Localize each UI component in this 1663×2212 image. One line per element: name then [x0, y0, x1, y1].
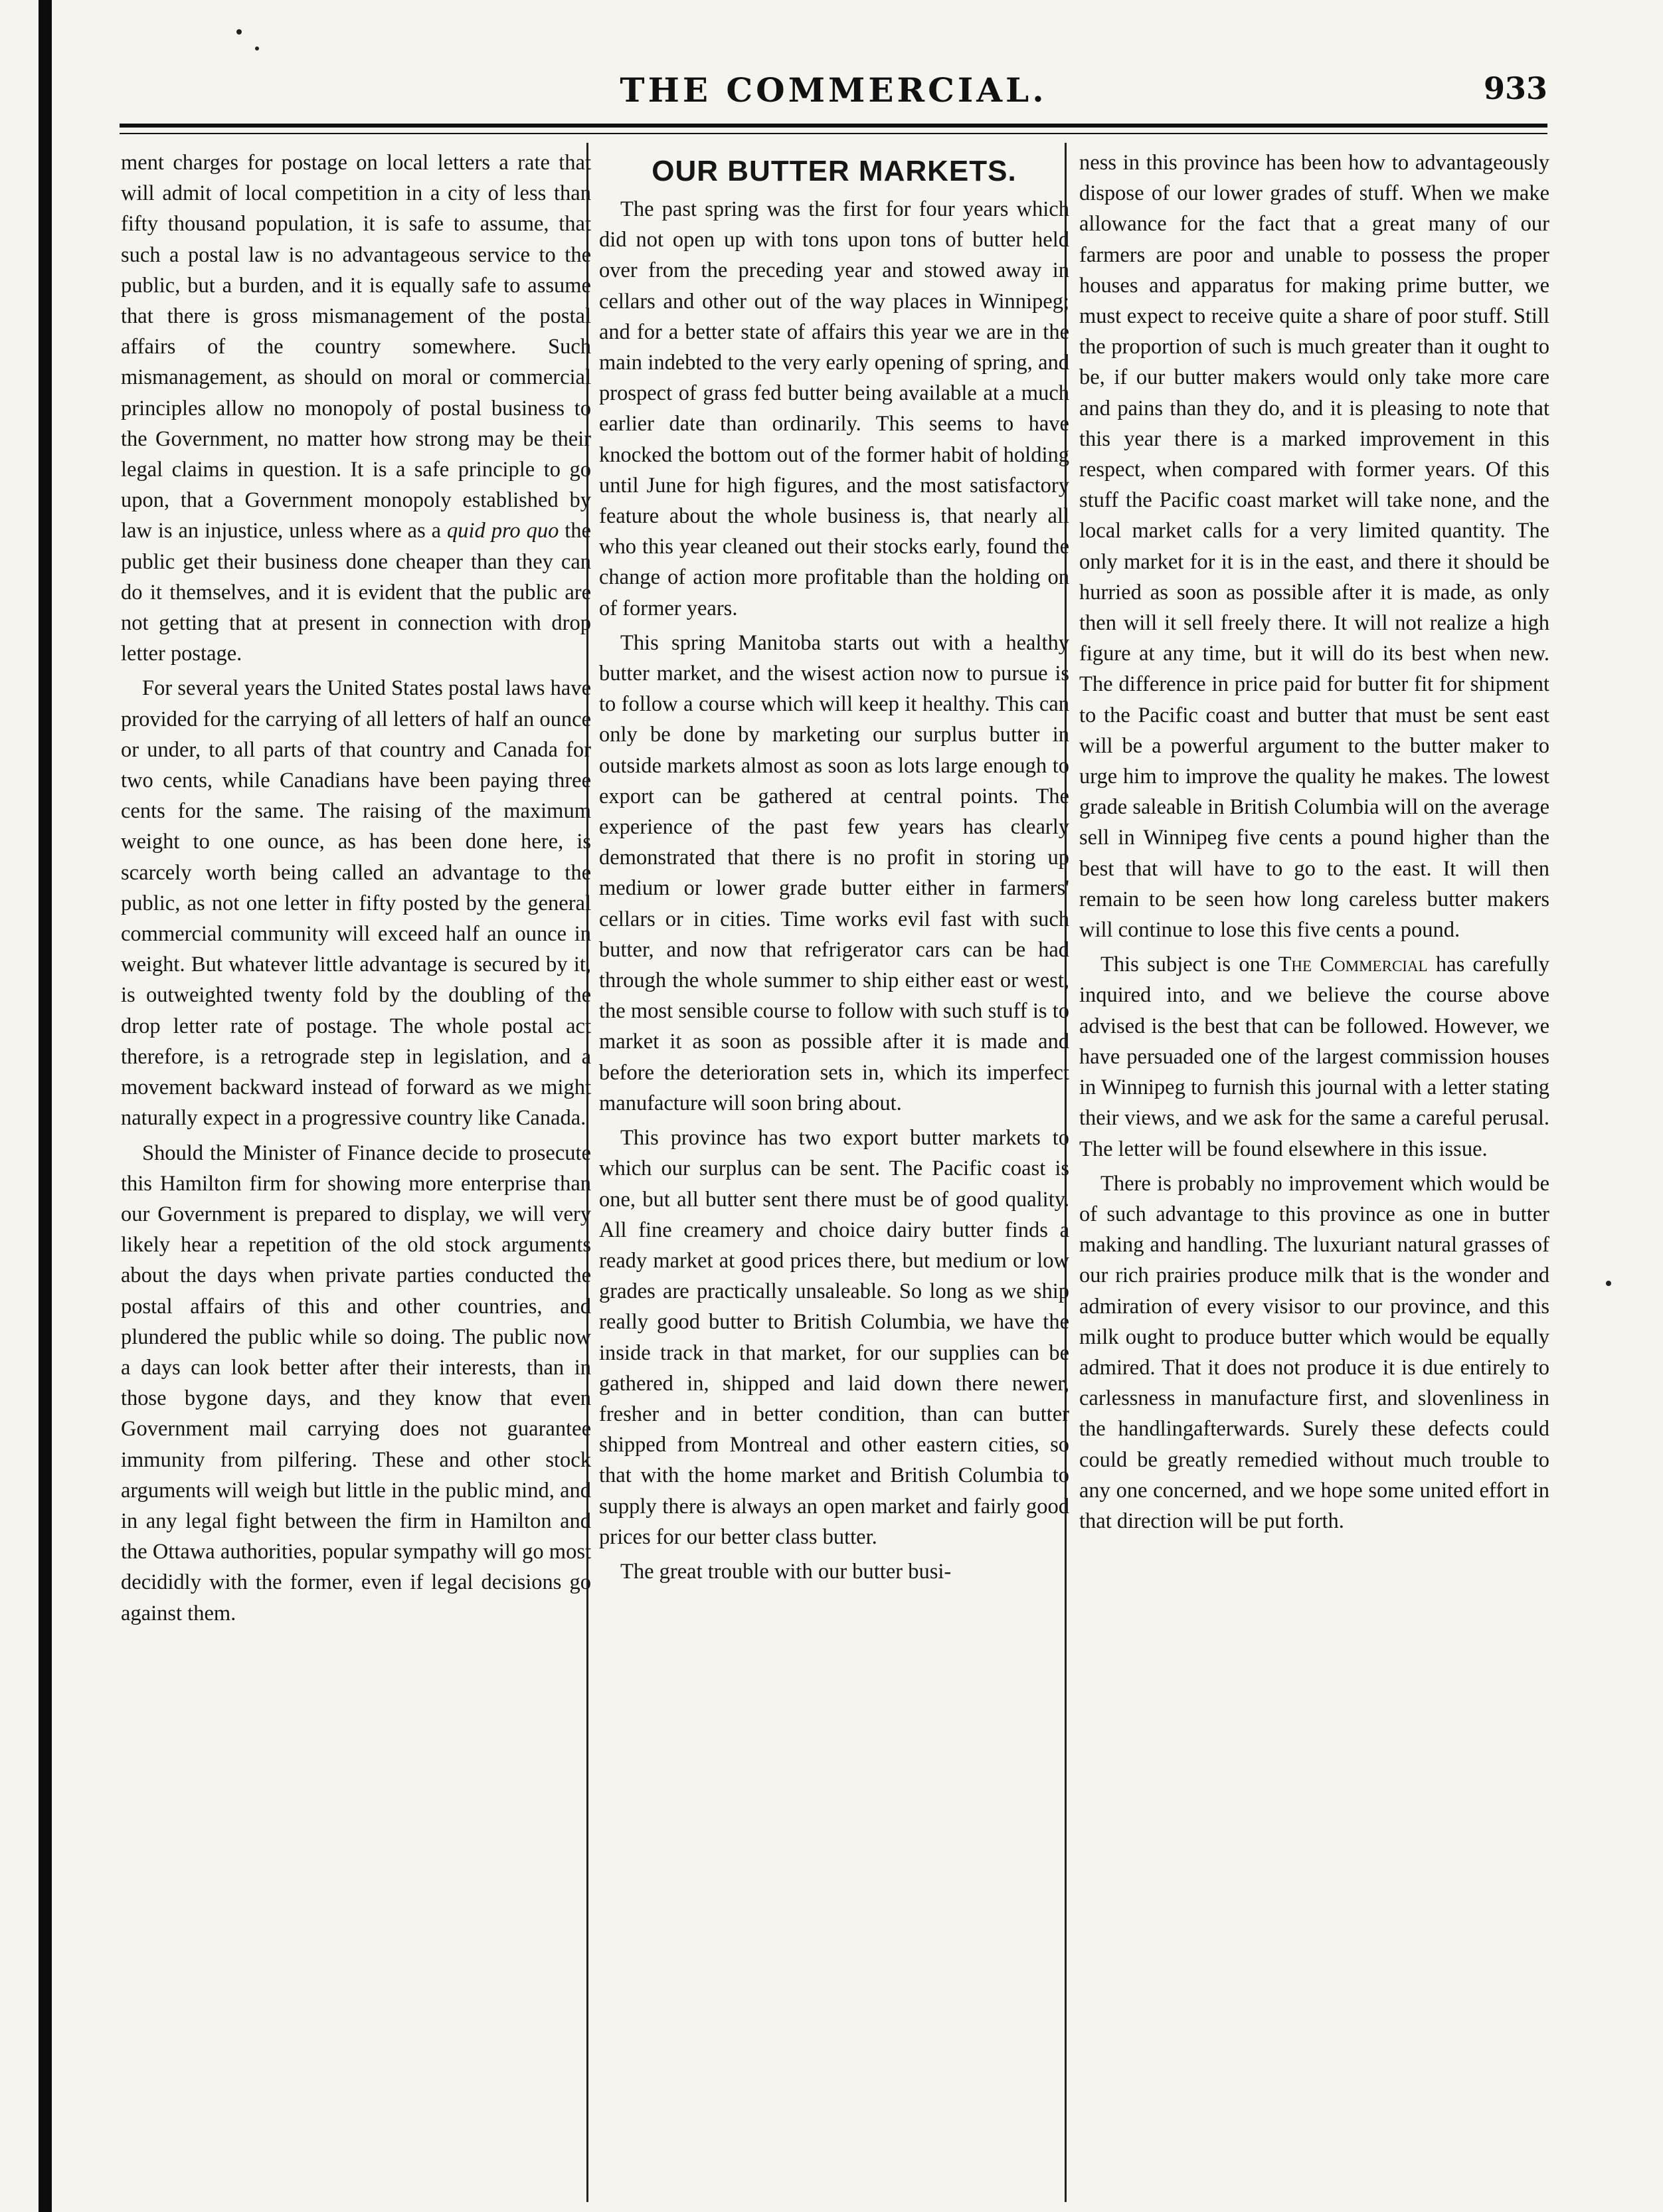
- paragraph-text: ment charges for postage on local letters a rate that will admit of local competition in a city of less than fifty thousand population, it is safe to assume, that such a postal law is no advantageous service to the public, but a burden, and it is equally safe to assume that there is gross mismanagement of the postal affairs of the country somewhere. Such mismanagement, as should on moral or commercial principles allow no monopoly of postal business to the Government, no matter how strong may be their legal claims in question. It is a safe principle to go upon, that a Government monopoly established by law is an injustice, unless where as a: [121, 151, 591, 543]
- scan-speck: [236, 29, 242, 35]
- page-binding-edge: [39, 0, 52, 2212]
- paragraph: For several years the United States postal laws have provided for the carrying of all letters of half an ounce or under, to all parts of that country and Canada for two cents, while Canadians have been paying three cents for the same. The raising of the maximum weight to one ounce, as has been done here, is scarcely worth being called an advantage to the public, as not one letter in fifty posted by the general commercial community will exceed half an ounce in weight. But whatever little advantage is secured by it, is outweighted twenty fold by the doubling of the drop letter rate of postage. The whole postal act therefore, is a retrograde step in legislation, and a movement backward instead of forward as we might naturally expect in a progressive country like Canada.: [121, 676, 591, 1131]
- paragraph-text: the public get their business done cheaper than they can do it themselves, and it is evident that the public are not getting that at present in connection with drop letter postage.: [121, 519, 591, 666]
- paragraph: [121, 147, 591, 669]
- paragraph: There is probably no improvement which would be of such advantage to this province as one in butter making and handling. The luxuriant natural grasses of our rich prairies produce milk that is the wonder and admiration of every visisor to our province, and this milk ought to produce butter which would be equally admired. That it does not produce it is due entirely to carlessness in manufacture first, and slovenliness in the handlingafterwards. Surely these defects could could be greatly remedied without much trouble to any one concerned, and we hope some united effort in that direction will be put forth.: [1079, 1171, 1549, 1533]
- masthead-title: THE COMMERCIAL.: [620, 70, 1047, 110]
- latin-phrase: quid pro quo: [447, 519, 559, 543]
- paragraph-text: This subject is one: [1100, 953, 1278, 977]
- page-header: [120, 58, 1547, 118]
- article-title: OUR BUTTER MARKETS.: [652, 155, 1017, 187]
- paragraph: This province has two export butter markets to which our surplus can be sent. The Pacific coast is one, but all butter sent there must be of good quality. All fine creamery and choice dairy butter finds a ready market at good prices there, but medium or low grades are practically unsaleable. So long as we ship really good butter to British Columbia, we have the inside track in that market, for our supplies can be gathered in, shipped and laid down there newer, fresher and in better condition, than can butter shipped from Montreal and other eastern cities, so that with the home market and British Columbia to supply there is always an open market and fairly good prices for our better class butter.: [599, 1126, 1069, 1549]
- page-number: 933: [1483, 70, 1547, 106]
- column-right: [1079, 147, 1549, 2180]
- scan-speck: [255, 46, 259, 50]
- paragraph: Should the Minister of Finance decide to prosecute this Hamilton firm for showing more enterprise than our Government is prepared to display, we will very likely hear a repetition of the old stock arguments about the days when private parties conducted the postal affairs of this and other countries, and plundered the public while so doing. The public now a days can look better after their interests, than in those bygone days, and they know that even Government mail carrying does not guarantee immunity from pilfering. These and other stock arguments will weigh but little in the public mind, and in any legal fight between the firm in Hamilton and the Ottawa authorities, popular sympathy will go most decididly with the former, even if legal decisions go against them.: [121, 1141, 591, 1625]
- paragraph: This spring Manitoba starts out with a healthy butter market, and the wisest action now to pursue is to follow a course which will keep it healthy. This can only be done by marketing our surplus butter in outside markets almost as soon as lots large enough to export can be gathered at central points. The experience of the past few years has clearly demonstrated that there is no profit in storing up medium or lower grade butter either in farmers' cellars or in cities. Time works evil fast with such butter, and now that refrigerator cars can be had through the whole summer to ship either east or west, the most sensible course to follow with such stuff is to market it as soon as possible after it is made and before the deterioration sets in, which its imperfect manufacture will soon bring about.: [599, 630, 1069, 1115]
- column-left: [121, 147, 591, 2180]
- journal-name: The Commercial: [1278, 953, 1428, 977]
- column-middle: [599, 147, 1069, 2180]
- paragraph: [1079, 949, 1549, 1164]
- header-rule-thin: [120, 133, 1547, 134]
- paragraph: The past spring was the first for four years which did not open up with tons upon tons of butter held over from the preceding year and stowed away in cellars and other out of the way places in Winnipeg; and for a better state of affairs this year we are in the main indebted to the very early opening of spring, and prospect of grass fed butter being available at a much earlier date than ordinarily. This seems to have knocked the bottom out of the former habit of holding until June for high figures, and the most satisfactory feature about the whole business is, that nearly all who this year cleaned out their stocks early, found the change of action more profitable than the holding on of former years.: [599, 197, 1069, 620]
- paragraph: The great trouble with our butter busi-: [620, 1559, 952, 1584]
- header-rule-thick: [120, 124, 1547, 128]
- paragraph: ness in this province has been how to advantageously dispose of our lower grades of stuff. When we make allowance for the fact that a great many of our farmers are poor and unable to possess the proper houses and apparatus for making prime butter, we must expect to receive quite a share of poor stuff. Still the proportion of such is much greater than it ought to be, if our butter makers would only take more care and pains than they do, and it is pleasing to note that this year there is a marked improvement in this respect, when compared with former years. Of this stuff the Pacific coast market will take none, and the local market calls for a very limited quantity. The only market for it is in the east, and there it should be hurried as soon as possible after it is made, as only then will it sell freely there. It will not realize a high figure at any time, but it will do its best when new. The difference in price paid for butter fit for shipment to the Pacific coast and butter that must be sent east will be a powerful argument to the butter maker to urge him to improve the quality he makes. The lowest grade saleable in British Columbia will on the average sell in Winnipeg five cents a pound higher than the best that will have to go to the east. It will then remain to be seen how long careless butter makers will continue to lose this five cents a pound.: [1079, 151, 1549, 943]
- scan-speck: [1606, 1281, 1611, 1286]
- paragraph-text: has carefully inquired into, and we believe the course above advised is the best that can be followed. However, we have persuaded one of the largest commission houses in Winnipeg to furnish this journal with a letter stating their views, and we ask for the same a careful perusal. The letter will be found elsewhere in this issue.: [1079, 953, 1549, 1161]
